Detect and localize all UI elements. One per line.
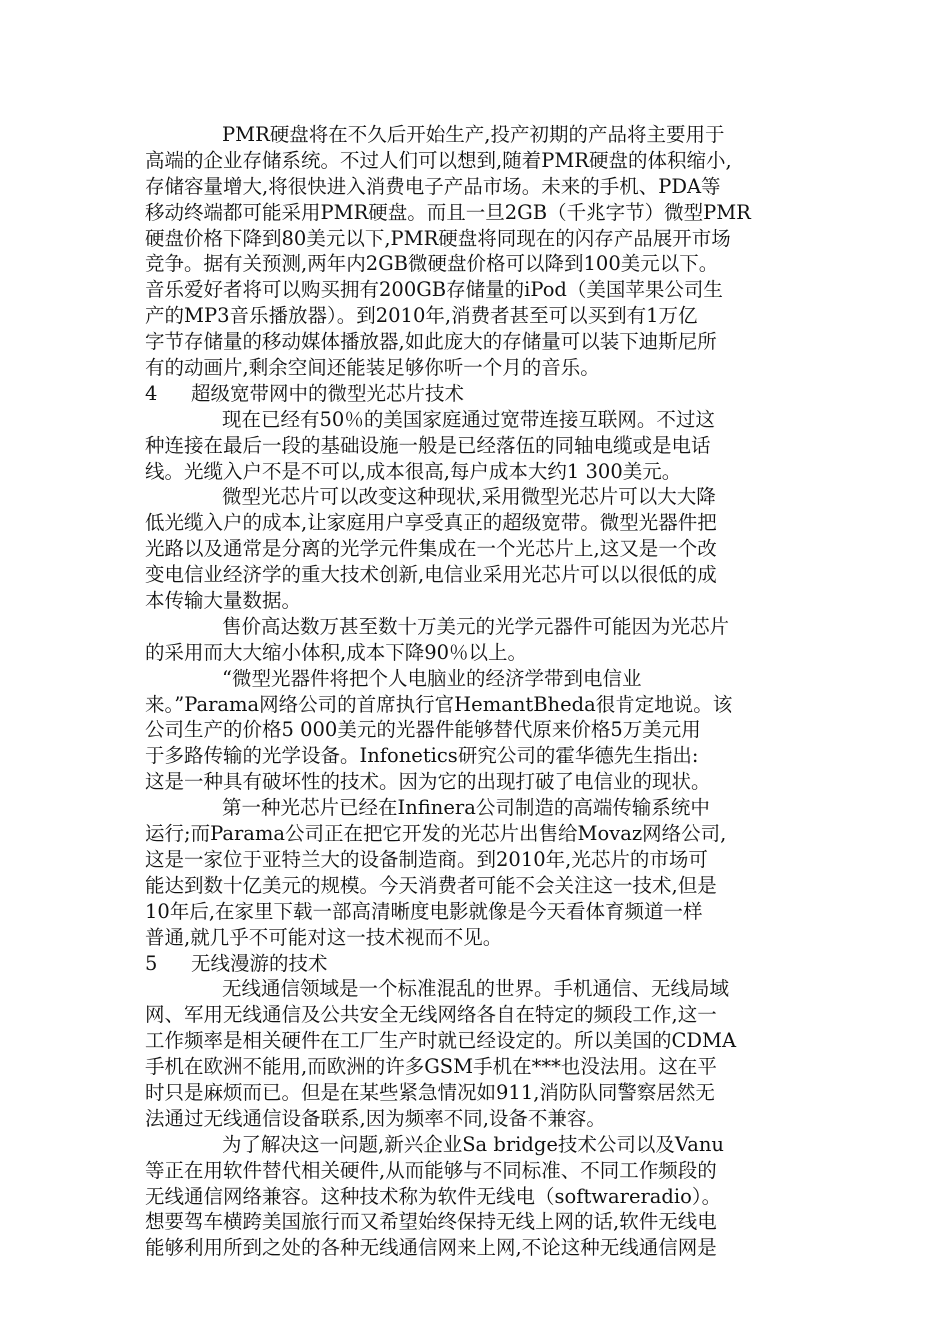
text-line: 种连接在最后一段的基础设施一般是已经落伍的同轴电缆或是电话 (145, 433, 711, 457)
text-line: 网、军用无线通信及公共安全无线网络各自在特定的频段工作,这一 (145, 1003, 717, 1027)
document-body (145, 122, 810, 1261)
text-line: 运行;而Parama公司正在把它开发的光芯片出售给Movaz网络公司, (145, 822, 727, 846)
text-line: 第一种光芯片已经在Infinera公司制造的高端传输系统中 (222, 796, 710, 820)
text-line: 存储容量增大,将很快进入消费电子产品市场。未来的手机、PDA等 (145, 174, 721, 198)
text-line: 产的MP3音乐播放器）。到2010年,消费者甚至可以买到有1万亿 (145, 304, 698, 328)
text-line: 的采用而大大缩小体积,成本下降90％以上。 (145, 640, 528, 664)
text-line: 无线通信领域是一个标准混乱的世界。手机通信、无线局域 (222, 977, 730, 1001)
section-number: 5 (145, 951, 158, 975)
text-line: 本传输大量数据。 (145, 589, 302, 613)
text-line: 高端的企业存储系统。不过人们可以想到,随着PMR硬盘的体积缩小, (145, 148, 732, 172)
text-line: 线。光缆入户不是不可以,成本很高,每户成本大约1 300美元。 (145, 459, 682, 483)
text-line: 手机在欧洲不能用,而欧洲的许多GSM手机在***也没法用。这在平 (145, 1055, 717, 1079)
section-title: 超级宽带网中的微型光芯片技术 (191, 381, 465, 405)
text-line: 10年后,在家里下载一部高清晰度电影就像是今天看体育频道一样 (145, 899, 703, 923)
text-line: 法通过无线通信设备联系,因为频率不同,设备不兼容。 (145, 1106, 606, 1130)
text-line: 光路以及通常是分离的光学元件集成在一个光芯片上,这又是一个改 (145, 537, 717, 561)
text-line: 竞争。据有关预测,两年内2GB微硬盘价格可以降到100美元以下。 (145, 252, 719, 276)
text-line: 能够利用所到之处的各种无线通信网来上网,不论这种无线通信网是 (145, 1236, 717, 1260)
section-title: 无线漫游的技术 (191, 951, 328, 975)
text-line: 硬盘价格下降到80美元以下,PMR硬盘将同现在的闪存产品展开市场 (145, 226, 731, 250)
text-line: 公司生产的价格5 000美元的光器件能够替代原来价格5万美元用 (145, 718, 701, 742)
text-line: 无线通信网络兼容。这种技术称为软件无线电（softwareradio）。 (145, 1184, 722, 1208)
text-line: 普通,就几乎不可能对这一技术视而不见。 (145, 925, 503, 949)
text-line: 时只是麻烦而已。但是在某些紧急情况如911,消防队同警察居然无 (145, 1080, 715, 1104)
text-line: 为了解决这一问题,新兴企业Sa bridge技术公司以及Vanu (222, 1132, 724, 1156)
text-line: 售价高达数万甚至数十万美元的光学元器件可能因为光芯片 (222, 614, 730, 638)
text-line: PMR硬盘将在不久后开始生产,投产初期的产品将主要用于 (222, 123, 725, 146)
text-line: 这是一家位于亚特兰大的设备制造商。到2010年,光芯片的市场可 (145, 847, 708, 871)
section-number: 4 (145, 381, 158, 405)
text-line: 想要驾车横跨美国旅行而又希望始终保持无线上网的话,软件无线电 (145, 1210, 717, 1234)
text-line: 等正在用软件替代相关硬件,从而能够与不同标准、不同工作频段的 (145, 1158, 717, 1182)
text-line: 有的动画片,剩余空间还能装足够你听一个月的音乐。 (145, 356, 600, 380)
text-line: 微型光芯片可以改变这种现状,采用微型光芯片可以大大降 (222, 485, 716, 509)
text-line: 低光缆入户的成本,让家庭用户享受真正的超级宽带。微型光器件把 (145, 511, 717, 535)
text-line: 于多路传输的光学设备。Infonetics研究公司的霍华德先生指出: (145, 744, 699, 768)
section-heading (145, 951, 810, 977)
text-line: 变电信业经济学的重大技术创新,电信业采用光芯片可以以很低的成 (145, 563, 717, 587)
text-line: 现在已经有50％的美国家庭通过宽带连接互联网。不过这 (222, 407, 715, 431)
section-heading (145, 381, 810, 407)
text-line: 来。”Parama网络公司的首席执行官HemantBheda很肯定地说。该 (145, 692, 733, 716)
text-line: 音乐爱好者将可以购买拥有200GB存储量的iPod（美国苹果公司生 (145, 278, 723, 302)
text-line: 移动终端都可能采用PMR硬盘。而且一旦2GB（千兆字节）微型PMR (145, 200, 751, 224)
text-line: 字节存储量的移动媒体播放器,如此庞大的存储量可以装下迪斯尼所 (145, 330, 717, 354)
text-line: “微型光器件将把个人电脑业的经济学带到电信业 (222, 666, 642, 690)
text-line: 能达到数十亿美元的规模。今天消费者可能不会关注这一技术,但是 (145, 873, 717, 897)
text-line: 这是一种具有破坏性的技术。因为它的出现打破了电信业的现状。 (145, 770, 711, 794)
text-line: 工作频率是相关硬件在工厂生产时就已经设定的。所以美国的CDMA (145, 1029, 737, 1053)
